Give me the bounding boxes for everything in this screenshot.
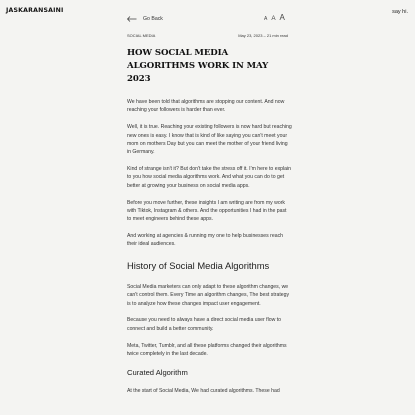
go-back-label: Go Back — [143, 16, 163, 22]
font-size-medium-button[interactable]: A — [271, 15, 276, 22]
article-paragraph: Social Media marketers can only adapt to these algorithm changes, we can't control them. Every Time an algorithm changes, The best strategy is to analyze how these changes impact user engagement. — [127, 283, 290, 307]
article-category[interactable]: SOCIAL MEDIA — [127, 33, 156, 38]
say-hi-link[interactable]: say hi. — [392, 9, 408, 15]
article-title: HOW SOCIAL MEDIA ALGORITHMS WORK IN MAY 2023 — [127, 48, 269, 85]
font-size-large-button[interactable]: A — [279, 13, 285, 22]
article-paragraph: Well, it is true. Reaching your existing followers is now hard but reaching new ones is easy. I know that is kind of like saying you can't meet your mom on mothers Day but you can meet the mother of your friend living in Germany. — [127, 124, 292, 156]
arrow-left-icon — [127, 16, 137, 22]
article-paragraph: Kind of strange isn't it? But don't take the stress off it. I'm here to explain to you how social media algorithms work. And what you can do to get better at growing your business on social media apps. — [127, 166, 292, 189]
subsection-heading: Curated Algorithm — [127, 368, 188, 378]
article-paragraph: Because you need to always have a direct social media user flow to connect and build a better community. — [127, 317, 282, 332]
article-paragraph: We have been told that algorithms are stopping our content. And now reaching your followers is harder than ever. — [127, 99, 285, 114]
article-date-read-time: May 23, 2023 – 21 min read — [238, 33, 288, 38]
section-heading: History of Social Media Algorithms — [127, 259, 270, 271]
article-paragraph: Before you move further, these insights I am writing are from my work with Tiktok, Instagram & others. And the opportunities I had in the past to meet engineers behind these apps. — [127, 199, 287, 223]
site-logo[interactable]: JASKARANSAINI — [6, 7, 64, 14]
article-body — [127, 98, 292, 404]
font-size-small-button[interactable]: A — [264, 16, 268, 22]
article-paragraph: And working at agencies & running my one to help businesses reach their ideal audiences. — [127, 233, 284, 248]
article-paragraph: At the start of Social Media, We had curated algorithms. These had — [127, 388, 280, 395]
go-back-button[interactable] — [127, 16, 163, 22]
article-paragraph: Meta, Twitter, Tumblr, and all these platforms changed their algorithms twice completely in the last decade. — [127, 342, 287, 357]
article-meta — [127, 33, 288, 38]
font-size-controls — [264, 14, 285, 22]
